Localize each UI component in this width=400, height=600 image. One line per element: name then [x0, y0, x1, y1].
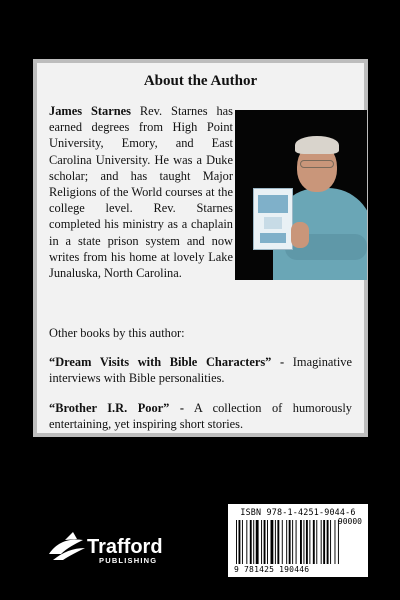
author-bio-text: Rev. Starnes has earned degrees from High Point University, Emory, and East Carolina University. He was a Duke scholar; and has taught Major Religions of the World courses at the college level. Rev. Starnes completed his ministry as a chaplain in a state prison system and now writes from his home at lovely Lake Junaluska, North Carolina. — [49, 104, 233, 281]
barcode-bar — [271, 520, 274, 564]
barcode-bar — [246, 520, 247, 564]
barcode-bar — [267, 520, 268, 564]
book-title: “Brother I.R. Poor” - — [49, 400, 184, 415]
barcode-bar — [239, 520, 241, 564]
barcode-bars — [234, 520, 360, 564]
barcode-bar — [242, 520, 243, 564]
barcode-bar — [309, 520, 310, 564]
book-description: Imaginative interviews with Bible personalities. — [49, 355, 352, 386]
trafford-logo-icon — [49, 532, 85, 560]
publisher-name: Trafford — [87, 536, 163, 558]
photo-book-middle-block — [264, 217, 282, 229]
about-author-panel — [33, 59, 368, 437]
barcode-bar — [292, 520, 293, 564]
barcode-bar — [323, 520, 325, 564]
photo-hand — [291, 222, 309, 248]
photo-hair — [295, 136, 339, 154]
book-entry — [49, 354, 352, 386]
barcode-bar — [316, 520, 317, 564]
barcode-bar — [264, 520, 266, 564]
barcode-bar — [300, 520, 302, 564]
photo-book — [253, 188, 293, 250]
barcode-bar — [321, 520, 322, 564]
barcode-bar — [338, 520, 339, 564]
author-photo — [235, 110, 367, 280]
photo-book-bottom-block — [260, 233, 286, 243]
book-title: “Dream Visits with Bible Characters” - — [49, 355, 285, 370]
about-author-content — [37, 63, 364, 433]
barcode-bar — [303, 520, 304, 564]
trafford-publishing-logo — [47, 530, 192, 566]
author-name: James Starnes — [49, 104, 131, 118]
other-books-intro: Other books by this author: — [49, 326, 185, 340]
barcode-number: 9 781425 190446 — [234, 565, 310, 574]
barcode-bar — [277, 520, 279, 564]
barcode-bar — [335, 520, 336, 564]
barcode-bar — [275, 520, 276, 564]
barcode-bar — [261, 520, 262, 564]
author-bio — [49, 103, 233, 281]
isbn-text: ISBN 978-1-4251-9044-6 — [240, 507, 356, 517]
barcode-bar — [253, 520, 254, 564]
barcode-bar — [296, 520, 297, 564]
barcode-bar — [282, 520, 283, 564]
barcode-bar — [236, 520, 237, 564]
price-code: 90000 — [337, 517, 362, 526]
barcode-bar — [256, 520, 259, 564]
barcode-box — [228, 504, 368, 577]
book-entry — [49, 400, 352, 432]
other-books-section — [49, 325, 352, 445]
barcode-bar — [289, 520, 291, 564]
barcode-bar — [330, 520, 331, 564]
barcode-bar — [250, 520, 252, 564]
barcode-bar — [306, 520, 308, 564]
about-title: About the Author — [143, 73, 258, 89]
book-description: A collection of humorously entertaining, yet inspiring short stories. — [49, 400, 352, 431]
photo-book-title-block — [258, 195, 288, 213]
photo-glasses — [300, 160, 334, 168]
barcode-bar — [286, 520, 287, 564]
publisher-tagline: PUBLISHING — [99, 556, 158, 565]
barcode-bar — [327, 520, 329, 564]
barcode-bar — [313, 520, 315, 564]
